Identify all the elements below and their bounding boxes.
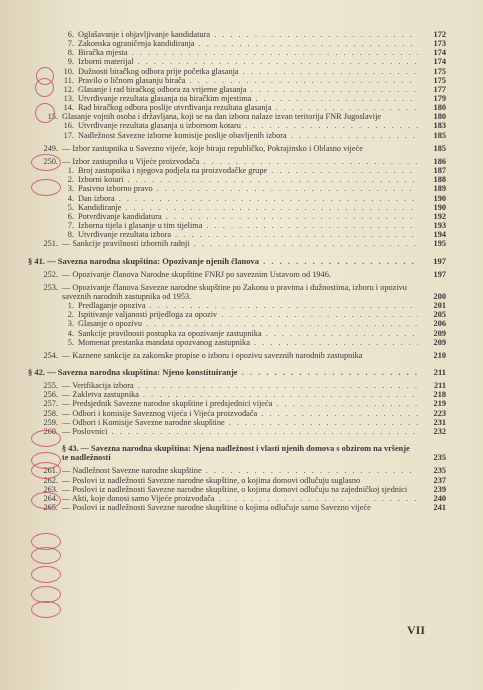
toc-row-multiline [28, 283, 446, 301]
toc-title: — Poslovi iz nadležnosti Savezne narodne skupštine, o kojima domovi odlučuju suglasno [62, 475, 361, 485]
toc-page: 237 [433, 475, 446, 485]
toc-title: — Izbor zastupnika u Savezno vijeće, koje biraju republičko, Pokrajinsko i Oblasno vijeće [62, 143, 363, 153]
toc-number: 265. [43, 503, 58, 513]
toc-title: — Kaznene sankcije za zakonske propise o izboru i opozivu saveznih narodnih zastupnika [62, 350, 363, 360]
toc-title: Izborna tijela i glasanje u tim tijelima . . . [78, 221, 418, 230]
toc-title: Biračka mjesta . . . [78, 48, 418, 57]
toc-page: 175 [433, 66, 446, 76]
toc-row [28, 166, 446, 175]
toc-number: 6. [67, 29, 74, 39]
toc-number: 249. [43, 143, 58, 153]
toc-page: 206 [433, 319, 446, 329]
toc-row [28, 418, 446, 427]
margin-ink-circle-icon [31, 154, 61, 171]
toc-row [28, 94, 446, 103]
toc-row [28, 338, 446, 347]
toc-row [28, 184, 446, 193]
toc-title: — Poslovnici . . . [62, 427, 418, 436]
toc-page: 239 [433, 484, 446, 494]
margin-ink-circle-icon [31, 179, 61, 196]
toc-number: 263. [43, 484, 58, 494]
toc-page: 218 [433, 390, 446, 400]
toc-row [28, 239, 446, 248]
toc-row [28, 427, 446, 436]
toc-page: 179 [433, 93, 446, 103]
toc-row-multiline [28, 270, 446, 279]
toc-number: 7. [67, 220, 74, 230]
toc-row [28, 30, 446, 39]
toc-row [28, 390, 446, 399]
toc-number: 13. [63, 93, 74, 103]
toc-row [28, 301, 446, 310]
toc-page: 188 [433, 175, 446, 185]
toc-page: 195 [433, 239, 446, 249]
toc-page: 174 [433, 57, 446, 67]
toc-number: 258. [43, 408, 58, 418]
roman-page-number: VII [406, 623, 425, 637]
toc-row [28, 212, 446, 221]
toc-page: 180 [433, 103, 446, 113]
toc-page: 193 [433, 220, 446, 230]
margin-ink-circle-icon [31, 430, 61, 447]
toc-row [28, 409, 446, 418]
toc-number: 2. [67, 310, 74, 320]
toc-number: 7. [67, 39, 74, 49]
toc-number: 5. [67, 202, 74, 212]
toc-title: Utvrđivanje rezultata glasanja u izbornom kotaru . . . [78, 121, 418, 130]
toc-number: 4. [67, 328, 74, 338]
margin-ink-circle-icon [31, 547, 61, 564]
toc-row [28, 67, 446, 76]
toc-number: 16. [63, 121, 74, 131]
toc-title: Izborni kotari . . . [78, 175, 418, 184]
toc-page: 186 [433, 156, 446, 166]
toc-page: 185 [433, 130, 446, 140]
margin-ink-circle-icon [31, 462, 61, 479]
toc-number: 4. [67, 193, 74, 203]
toc-number: 251. [43, 239, 58, 249]
toc-number: 253. [43, 282, 58, 292]
toc-title: Izborni materijal . . . [78, 57, 418, 66]
toc-row [28, 76, 446, 85]
toc-number: 17. [63, 130, 74, 140]
toc-page: 183 [433, 121, 446, 131]
table-of-contents [28, 30, 446, 512]
section-heading-42 [28, 368, 446, 377]
toc-number: 3. [67, 184, 74, 194]
toc-title: Momenat prestanka mandata opozvanog zastupnika . . . [78, 338, 418, 347]
toc-number: 260. [43, 426, 58, 436]
toc-page: 174 [433, 48, 446, 58]
section-heading-43 [28, 444, 446, 462]
toc-row [28, 319, 446, 328]
toc-number: 255. [43, 381, 58, 391]
toc-title: Dan izbora . . . [78, 194, 418, 203]
toc-page: 209 [433, 328, 446, 338]
toc-page: 231 [433, 417, 446, 427]
margin-ink-circle-icon [31, 492, 61, 509]
toc-number: 252. [43, 269, 58, 279]
toc-row-multiline [28, 351, 446, 360]
toc-number: 259. [43, 417, 58, 427]
toc-number: 9. [67, 57, 74, 67]
toc-title: — Odbori i Komisije Savezne narodne skupštine . . . [62, 418, 418, 427]
toc-number: 8. [67, 230, 74, 240]
toc-number: 250. [43, 156, 58, 166]
toc-title: — Opozivanje članova Savezne narodne skupštine po Zakonu o pravima i dužnostima, izboru i opozivu saveznih narodnih zastupnika od 1953. [62, 282, 407, 301]
toc-title: Potvrđivanje kandidatura . . . [78, 212, 418, 221]
toc-number: 6. [67, 211, 74, 221]
toc-page: 209 [433, 337, 446, 347]
toc-row [28, 221, 446, 230]
toc-row-multiline [28, 503, 446, 512]
toc-title: — Izbor zastupnika u Vijeće proizvođača . . . [62, 157, 418, 166]
margin-ink-circle-icon [31, 601, 61, 618]
toc-page: 235 [433, 466, 446, 476]
toc-page: 172 [433, 29, 446, 39]
toc-row [28, 466, 446, 475]
section-heading-41 [28, 256, 446, 265]
toc-title: Utvrđivanje rezultata glasanja na biračkim mjestima . . . [78, 94, 418, 103]
toc-title: — Poslovi iz nadležnosti Savezne narodne skupštine, o kojima domovi odlučuju na zajedničkoj sjednici [62, 484, 408, 494]
toc-title: — Nadležnost Savezne narodne skupštine . . . [62, 466, 418, 475]
toc-row [28, 48, 446, 57]
toc-title: — Akti, koje donosi samo Vijeće proizvođača . . . [62, 494, 418, 503]
toc-page: 201 [433, 301, 446, 311]
toc-row [28, 39, 446, 48]
toc-number: 264. [43, 493, 58, 503]
toc-title: — Zakletva zastupnika . . . [62, 390, 418, 399]
toc-title: Rad biračkog odbora poslije utvrđivanja rezultata glasanja . . . [78, 103, 418, 112]
toc-row [28, 203, 446, 212]
toc-page: 200 [433, 291, 446, 301]
toc-row [28, 381, 446, 390]
toc-page: 219 [433, 399, 446, 409]
toc-title: — Verifikacija izbora . . . [62, 381, 418, 390]
section-title: § 42. — Savezna narodna skupština: Njeno konstituiranje . . . [28, 367, 418, 377]
toc-page: 197 [433, 269, 446, 279]
toc-row-multiline [28, 112, 446, 121]
toc-row-multiline [28, 485, 446, 494]
toc-page: 187 [433, 166, 446, 176]
toc-title: Glasanje o opozivu . . . [78, 319, 418, 328]
toc-row [28, 131, 446, 140]
toc-title: Nadležnost Savezne izborne komisije poslije obavljenih izbora . . . [78, 131, 418, 140]
toc-page: 223 [433, 408, 446, 418]
toc-title: Glasanje vojnih osoba i državljana, koji se na dan izbora nalaze izvan teritorija FNR Jugoslavije [62, 112, 382, 122]
toc-page: 205 [433, 310, 446, 320]
margin-ink-circle-icon [35, 103, 55, 123]
toc-title: Utvrđivanje rezultata izbora . . . [78, 230, 418, 239]
section-title: § 43. — Savezna narodna skupština: Njena nadležnost i vlasti njenih domova s obzirom na vršenje te nadležnosti [62, 444, 410, 463]
toc-row [28, 399, 446, 408]
toc-number: 14. [63, 103, 74, 113]
toc-number: 3. [67, 319, 74, 329]
toc-page: 180 [433, 112, 446, 122]
toc-page: 192 [433, 211, 446, 221]
toc-title: Pravilo o ličnom glasanju birača . . . [78, 76, 418, 85]
toc-page: 189 [433, 184, 446, 194]
toc-row [28, 103, 446, 112]
toc-title: Zakonska ograničenja kandidiranja . . . [78, 39, 418, 48]
toc-page: 194 [433, 230, 446, 240]
toc-page: 177 [433, 84, 446, 94]
toc-number: 1. [67, 301, 74, 311]
toc-page: 175 [433, 75, 446, 85]
toc-row [28, 121, 446, 130]
toc-page: 232 [433, 426, 446, 436]
section-title: § 41. — Savezna narodna skupština: Opozivanje njenih članova . . . [28, 256, 418, 266]
toc-number: 10. [63, 66, 74, 76]
toc-row-multiline [28, 144, 446, 153]
toc-row [28, 57, 446, 66]
toc-page: 211 [433, 367, 446, 378]
toc-number: 2. [67, 175, 74, 185]
toc-number: 8. [67, 48, 74, 58]
toc-number: 257. [43, 399, 58, 409]
toc-row [28, 85, 446, 94]
toc-number: 15. [47, 112, 58, 122]
toc-number: 11. [63, 75, 74, 85]
toc-title: — Opozivanje članova Narodne skupštine FNRJ po saveznim Ustavom od 1946. [62, 269, 331, 279]
toc-row [28, 494, 446, 503]
toc-number: 12. [63, 84, 74, 94]
toc-page: 197 [433, 255, 446, 266]
toc-page: 241 [433, 503, 446, 513]
toc-page: 240 [433, 493, 446, 503]
toc-title: Glasanje i rad biračkog odbora za vrijeme glasanja . . . [78, 85, 418, 94]
toc-row [28, 157, 446, 166]
toc-title: Ispitivanje valjanosti prijedloga za opoziv . . . [78, 310, 418, 319]
toc-title: Dužnosti biračkog odbora prije početka glasanja . . . [78, 67, 418, 76]
toc-title: — Sankcije pravilnosti izbornih radnji . . . [62, 239, 418, 248]
toc-row-multiline [28, 476, 446, 485]
toc-page: 235 [433, 453, 446, 463]
toc-title: — Poslovi iz nadležnosti Savezne narodne skupštine o kojima odlučuje samo Savezno vijeće [62, 503, 371, 513]
toc-title: Predlaganje opoziva . . . [78, 301, 418, 310]
toc-page: 190 [433, 193, 446, 203]
toc-title: — Predsjednik Savezne narodne skupštine i predsjednici vijeća . . . [62, 399, 418, 408]
margin-ink-circle-icon [35, 78, 54, 97]
toc-number: 261. [43, 466, 58, 476]
toc-title: Sankcije pravilnosti postupka za opozivanje zastupnika . . . [78, 329, 418, 338]
toc-row [28, 230, 446, 239]
toc-row [28, 175, 446, 184]
toc-page: 190 [433, 202, 446, 212]
toc-number: 262. [43, 475, 58, 485]
toc-title: Kandidiranje . . . [78, 203, 418, 212]
toc-number: 256. [43, 390, 58, 400]
toc-row [28, 310, 446, 319]
toc-number: 254. [43, 350, 58, 360]
toc-page: 210 [433, 350, 446, 360]
toc-number: 1. [67, 166, 74, 176]
toc-row [28, 329, 446, 338]
toc-title: Pasivno izborno pravo . . . [78, 184, 418, 193]
toc-title: — Odbori i komisije Saveznog vijeća i Vijeća proizvođača . . . [62, 409, 418, 418]
toc-page: 211 [434, 381, 446, 391]
toc-page: 173 [433, 39, 446, 49]
toc-row [28, 194, 446, 203]
toc-title: Oglašavanje i objavljivanje kandidatura . . . [78, 30, 418, 39]
margin-ink-circle-icon [31, 566, 61, 583]
toc-title: Broj zastupnika i njegova podjela na proizvođačke grupe . . . [78, 166, 418, 175]
toc-page: 185 [433, 143, 446, 153]
toc-number: 5. [67, 337, 74, 347]
